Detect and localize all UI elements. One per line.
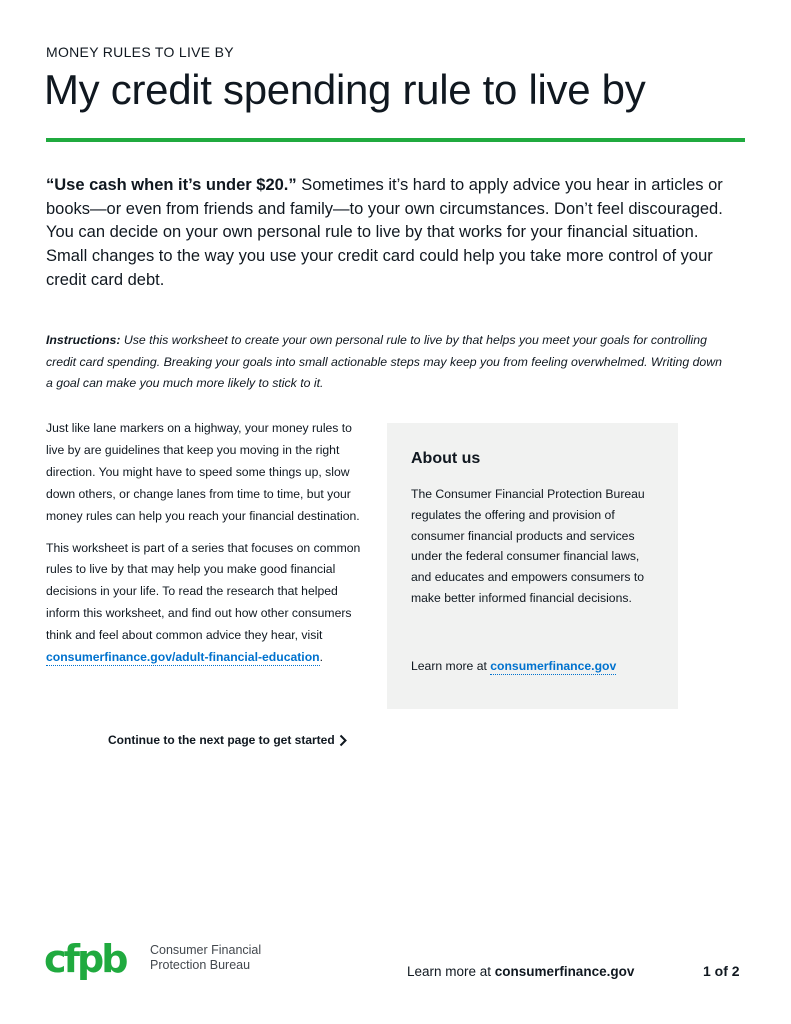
org-name-line1: Consumer Financial	[150, 943, 262, 957]
title-divider	[46, 138, 745, 142]
series-text: This worksheet is part of a series that focuses on common rules to live by that may help you make good financial decisions in your life. To read the research that helped inform this worksheet, and find out how other consumers think and feel about common advice they hear, visit	[46, 540, 361, 643]
about-learn-prefix: Learn more at	[411, 659, 491, 673]
instructions-paragraph	[46, 330, 726, 395]
svg-text:cfpb: cfpb	[44, 940, 126, 981]
continue-label: Continue to the next page to get started	[108, 733, 335, 747]
about-body: The Consumer Financial Protection Bureau regulates the offering and provision of consumer financial products and services under the federal consumer financial laws, and educates and empowers consumers to make better informed financial decisions.	[411, 487, 645, 605]
org-name	[150, 943, 261, 973]
instructions-body: Use this worksheet to create your own personal rule to live by that helps you meet your goals for controlling credit card spending. Breaking your goals into small actionable steps may keep you from feeling overwhelmed. Writing down a goal can make you much more likely to stick to it.	[46, 333, 722, 391]
chevron-right-icon	[339, 734, 347, 747]
footer-learn-more	[407, 964, 634, 979]
org-name-line2: Protection Bureau	[150, 958, 251, 972]
series-paragraph	[46, 538, 364, 669]
page-number: 1 of 2	[703, 963, 740, 979]
footer-logo	[44, 940, 261, 986]
instructions-label: Instructions:	[46, 333, 121, 347]
intro-paragraph	[46, 174, 726, 293]
left-column	[46, 418, 364, 679]
footer-consumerfinance-link[interactable]: consumerfinance.gov	[494, 964, 635, 979]
page-title: My credit spending rule to live by	[44, 66, 646, 113]
continue-link[interactable]	[108, 733, 347, 747]
cfpb-logo	[44, 940, 140, 986]
adult-financial-education-link[interactable]: consumerfinance.gov/adult-financial-education	[46, 650, 320, 665]
lane-markers-paragraph: Just like lane markers on a highway, your money rules to live by are guidelines that keep you moving in the right direction. You might have to speed some things up, slow down others, or change lanes from time to time, but your money rules can help you reach your financial destination.	[46, 421, 360, 523]
consumerfinance-link[interactable]: consumerfinance.gov	[490, 659, 617, 673]
intro-quote: “Use cash when it’s under $20.”	[46, 176, 297, 194]
about-heading: About us	[411, 450, 481, 467]
footer-learn-prefix: Learn more at	[407, 964, 495, 979]
about-learn-more	[411, 659, 616, 673]
about-us-panel	[387, 423, 678, 709]
intro-body: Sometimes it’s hard to apply advice you hear in articles or books—or even from friends and family—to your own circumstances. Don’t feel discouraged. You can decide on your own personal rule to live by that works for your financial situation. Small changes to the way you use your credit card could help you take more control of your credit card debt.	[46, 176, 723, 289]
eyebrow-label: MONEY RULES TO LIVE BY	[46, 44, 234, 60]
link-period: .	[319, 650, 323, 665]
